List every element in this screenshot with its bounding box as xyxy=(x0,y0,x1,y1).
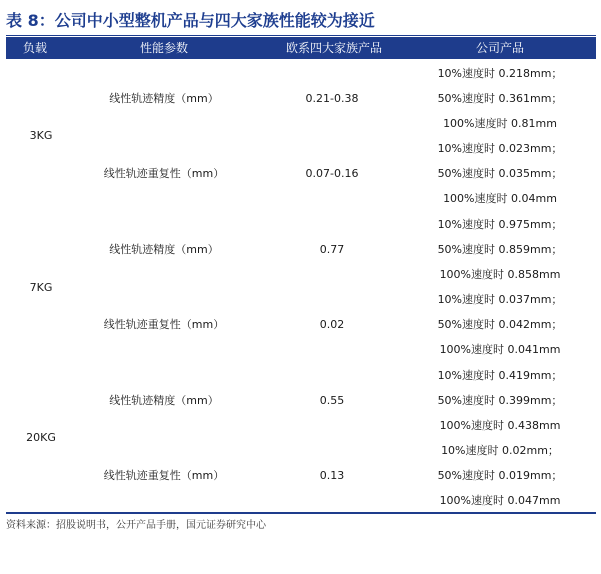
company-value-line: 100%速度时 0.047mm xyxy=(439,494,561,507)
euro-value-cell: 0.77 xyxy=(319,243,345,256)
source-note: 资料来源：招股说明书，公开产品手册，国元证券研究中心 xyxy=(6,520,266,531)
param-cell: 线性轨迹重复性（mm） xyxy=(103,318,225,331)
header-performance-parameter: 性能参数 xyxy=(139,41,188,55)
table-header xyxy=(6,37,596,59)
title-divider xyxy=(6,35,596,36)
company-value-line: 10%速度时 0.02mm； xyxy=(441,444,559,457)
param-cell: 线性轨迹精度（mm） xyxy=(109,243,219,256)
company-value-line: 10%速度时 0.218mm； xyxy=(437,67,563,80)
company-value-line: 100%速度时 0.438mm xyxy=(439,419,561,432)
euro-value-cell: 0.07-0.16 xyxy=(305,167,359,180)
company-value-line: 10%速度时 0.419mm； xyxy=(437,369,563,382)
header-company-products: 公司产品 xyxy=(475,41,524,55)
company-value-line: 50%速度时 0.399mm； xyxy=(437,394,563,407)
company-value-line: 100%速度时 0.858mm xyxy=(439,268,561,281)
table-title: 表 8：公司中小型整机产品与四大家族性能较为接近 xyxy=(6,11,375,30)
euro-value-cell: 0.13 xyxy=(319,469,345,482)
company-value-line: 50%速度时 0.859mm； xyxy=(437,243,563,256)
table-bottom-rule xyxy=(6,512,596,514)
euro-value-cell: 0.55 xyxy=(319,394,345,407)
header-european-big-four: 欧系四大家族产品 xyxy=(285,41,382,55)
param-cell: 线性轨迹重复性（mm） xyxy=(103,469,225,482)
param-cell: 线性轨迹精度（mm） xyxy=(109,394,219,407)
load-cell: 3KG xyxy=(29,129,53,142)
company-value-line: 100%速度时 0.04mm xyxy=(443,192,557,205)
company-value-line: 50%速度时 0.042mm； xyxy=(437,318,563,331)
header-load: 负载 xyxy=(22,41,47,55)
company-value-line: 50%速度时 0.019mm； xyxy=(437,469,563,482)
param-cell: 线性轨迹重复性（mm） xyxy=(103,167,225,180)
company-value-line: 10%速度时 0.037mm； xyxy=(437,293,563,306)
euro-value-cell: 0.02 xyxy=(319,318,345,331)
euro-value-cell: 0.21-0.38 xyxy=(305,92,359,105)
company-value-line: 10%速度时 0.975mm； xyxy=(437,218,563,231)
param-cell: 线性轨迹精度（mm） xyxy=(109,92,219,105)
company-value-line: 50%速度时 0.361mm； xyxy=(437,92,563,105)
load-cell: 20KG xyxy=(26,431,56,444)
load-cell: 7KG xyxy=(29,281,53,294)
company-value-line: 10%速度时 0.023mm； xyxy=(437,142,563,155)
company-value-line: 100%速度时 0.041mm xyxy=(439,343,561,356)
company-value-line: 100%速度时 0.81mm xyxy=(443,117,557,130)
company-value-line: 50%速度时 0.035mm； xyxy=(437,167,563,180)
